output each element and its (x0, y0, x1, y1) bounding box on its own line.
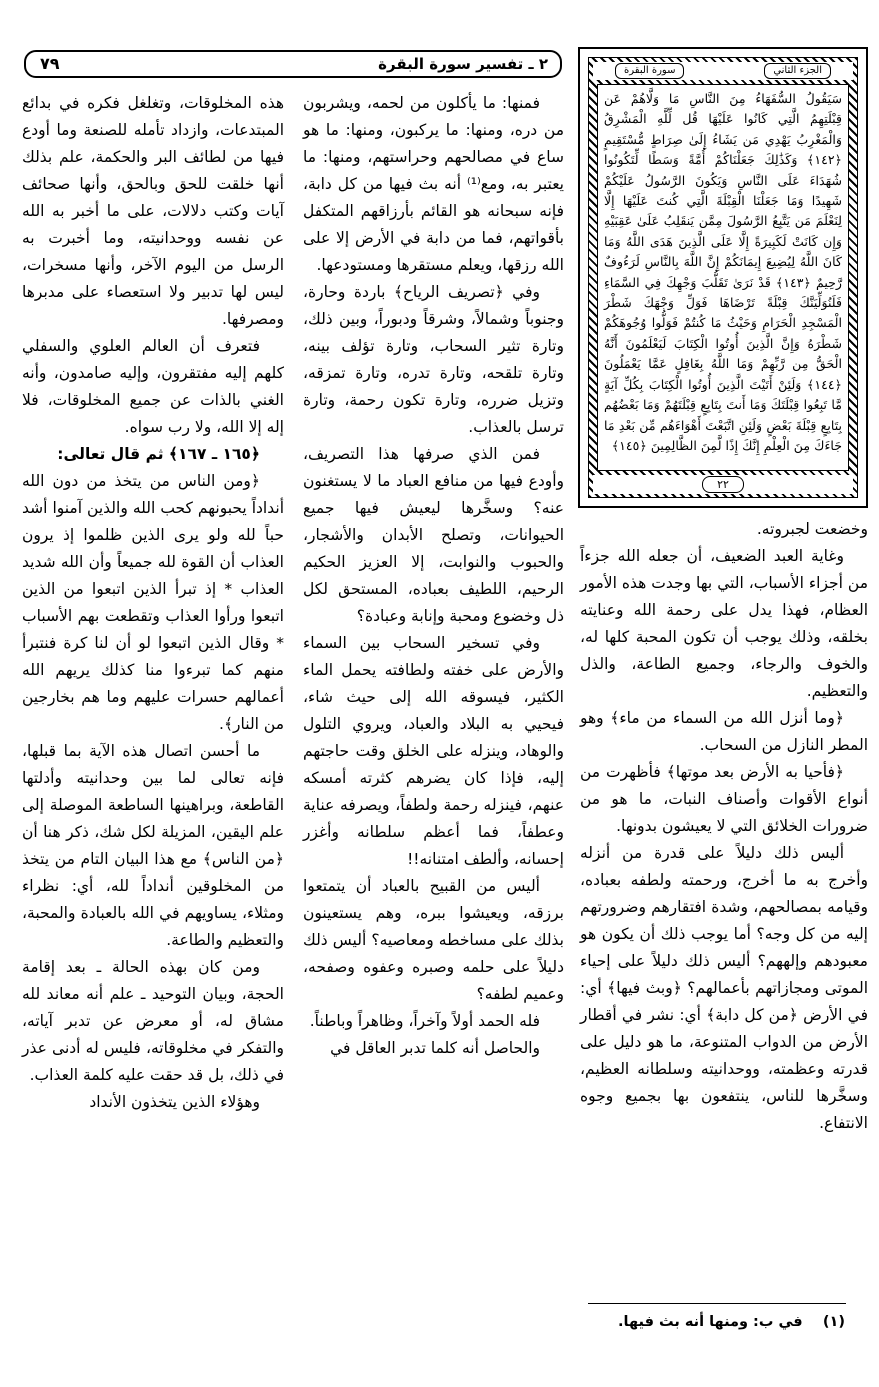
paragraph: ﴿وما أنزل الله من السماء من ماء﴾ وهو المطر النازل من السحاب. (580, 709, 868, 754)
footnote-rule (588, 1303, 846, 1304)
paragraph: فتعرف أن العالم العلوي والسفلي كلهم إليه مفتقرون، وإليه صامدون، وأنه الغني بالذات عن جميع المخلوقات، فلا إله إلا الله، ولا رب سواه. (22, 337, 284, 436)
mushaf-juz-label: الجزء الثاني (764, 63, 831, 79)
paragraph: ومن كان بهذه الحالة ـ بعد إقامة الحجة، وبيان التوحيد ـ علم أنه معاند لله مشاق له، أو معرض عن تدبر آياته، والتفكر في مخلوقاته، فليس له أدنى عذر في ذلك، بل قد حقت عليه كلمة العذاب. (22, 958, 284, 1084)
mushaf-panel (578, 47, 868, 508)
quoted-verses: ﴿ومن الناس من يتخذ من دون الله أنداداً يحبونهم كحب الله والذين آمنوا أشد حباً لله ولو يرى الذين ظلموا إذ يرون العذاب أن القوة لله جميعاً وأن الله شديد العذاب * إذ تبرأ الذين اتبعوا من الذين اتبعوا ورأوا العذاب وتقطعت بهم الأسباب * وقال الذين اتبعوا لو أن لنا كرة فنتبرأ منهم كما تبرءوا منا كذلك يريهم الله أعمالهم حسرات عليهم وما هم بخارجين من النار﴾. (22, 472, 284, 733)
ornamental-border (588, 57, 858, 498)
paragraph: وهؤلاء الذين يتخذون الأنداد (89, 1093, 260, 1111)
header-title: ٢ ـ تفسير سورة البقرة (378, 55, 548, 73)
middle-column (303, 90, 564, 1062)
paragraph: هذه المخلوقات، وتغلغل فكره في بدائع المبتدعات، وازداد تأمله للصنعة وما أودع فيها من لطائف البر والحكمة، علم بذلك أنها خلقت للحق وبالحق، وأنها صحائف آيات وكتب دلالات، على ما أخبر به الله عن نفسه ووحدانيته، وما أخبرت به الرسل من اليوم الآخر، وأنها مسخرات، ليس لها تدبير ولا استعصاء على مدبرها ومصرفها. (22, 94, 284, 328)
paragraph: وفي ﴿تصريف الرياح﴾ باردة وحارة، وجنوباً وشمالاً، وشرقاً ودبوراً، وبين ذلك، وتارة تثير السحاب، وتارة تؤلف بينه، وتارة تلقحه، وتارة تدره، وتارة تمزقه، وتزيل ضرره، وتارة تكون رحمة، وتارة ترسل بالعذاب. (303, 283, 564, 436)
footnote-marker: (١) (822, 1314, 845, 1330)
paragraph: أليس ذلك دليلاً على قدرة من أنزله وأخرج به ما أخرج، ورحمته ولطفه بعباده، وقيامه بمصالحهم، وشدة افتقارهم وضرورتهم إليه من كل وجه؟ أما يوجب ذلك أن يكون هو معبودهم وإلههم؟ أليس ذلك دليلاً على إحياء الموتى ومجازاتهم بأعمالهم؟ ﴿وبث فيها﴾ أي: في الأرض ﴿من كل دابة﴾ أي: نشر في أقطار الأرض من الدواب المتنوعة، ما هو دليل على قدرته وعظمته، ووحدانيته وسلطانه العظيم، وسخَّرها للناس، ينتفعون بها بجميع وجوه الانتفاع. (580, 844, 868, 1132)
paragraph: أليس من القبيح بالعباد أن يتمتعوا برزقه، ويعيشوا ببره، وهم يستعينون بذلك على مساخطه ومعاصيه؟ أليس ذلك دليلاً على حلمه وصبره وعفوه وصفحه، وعميم لطفه؟ (303, 877, 564, 1003)
mushaf-header (593, 62, 853, 80)
right-column (580, 516, 868, 1137)
mushaf-surah-label: سورة البقرة (615, 63, 684, 79)
paragraph: فله الحمد أولاً وآخراً، وظاهراً وباطناً. (309, 1012, 540, 1030)
paragraph: وفي تسخير السحاب بين السماء والأرض على خفته ولطافته يحمل الماء الكثير، فيسوقه الله إلى حيث شاء، فيحيي به البلاد والعباد، ويروي التلول والوهاد، وينزله على الخلق وقت حاجتهم إليه، فإذا كان يضرهم كثرته أمسكه عنهم، فينزله رحمة ولطفاً، ويصرفه عناية وعطفاً، فما أعظم سلطانه وأغزر إحسانه، وألطف امتنانه!! (303, 634, 564, 868)
footnote-text: في ب: ومنها أنه بث فيها. (618, 1314, 803, 1330)
mushaf-page-number: ٢٢ (702, 476, 744, 493)
paragraph: وغاية العبد الضعيف، أن جعله الله جزءاً من أجزاء الأسباب، التي بها وجدت هذه الأمور العظام، فهذا يدل على رحمة الله وعنايته بخلقه، وذلك يوجب أن تكون المحبة كلها له، والخوف والرجاء، وجميع الطاعة، والذل والتعظيم. (580, 547, 868, 700)
paragraph: فمن الذي صرفها هذا التصريف، وأودع فيها من منافع العباد ما لا يستغنون عنه؟ وسخَّرها ليعيش فيها جميع الحيوانات، وتصلح الأبدان والأشجار، والحبوب والنوابت، إلا العزيز الحكيم الرحيم، اللطيف بعباده، المستحق لكل ذل وخضوع ومحبة وإنابة وعبادة؟ (303, 445, 564, 625)
footnote (618, 1314, 845, 1330)
verse-range-heading: ﴿١٦٥ ـ ١٦٧﴾ ثم قال تعالى: (57, 445, 260, 463)
left-column (22, 90, 284, 1116)
mushaf-footer (593, 475, 853, 494)
mushaf-verses: سَيَقُولُ السُّفَهَاءُ مِنَ النَّاسِ مَا وَلَّاهُمْ عَن قِبْلَتِهِمُ الَّتِي كَانُوا عَلَيْهَا قُل لِّلَّهِ الْمَشْرِقُ وَالْمَغْرِبُ يَهْدِي مَن يَشَاءُ إِلَىٰ صِرَاطٍ مُّسْتَقِيمٍ ﴿١٤٢﴾ وَكَذَٰلِكَ جَعَلْنَاكُمْ أُمَّةً وَسَطًا لِّتَكُونُوا شُهَدَاءَ عَلَى النَّاسِ وَيَكُونَ الرَّسُولُ عَلَيْكُمْ شَهِيدًا وَمَا جَعَلْنَا الْقِبْلَةَ الَّتِي كُنتَ عَلَيْهَا إِلَّا لِنَعْلَمَ مَن يَتَّبِعُ الرَّسُولَ مِمَّن يَنقَلِبُ عَلَىٰ عَقِبَيْهِ وَإِن كَانَتْ لَكَبِيرَةً إِلَّا عَلَى الَّذِينَ هَدَى اللَّهُ وَمَا كَانَ اللَّهُ لِيُضِيعَ إِيمَانَكُمْ إِنَّ اللَّهَ بِالنَّاسِ لَرَءُوفٌ رَّحِيمٌ ﴿١٤٣﴾ قَدْ نَرَىٰ تَقَلُّبَ وَجْهِكَ فِي السَّمَاءِ فَلَنُوَلِّيَنَّكَ قِبْلَةً تَرْضَاهَا فَوَلِّ وَجْهَكَ شَطْرَ الْمَسْجِدِ الْحَرَامِ وَحَيْثُ مَا كُنتُمْ فَوَلُّوا وُجُوهَكُمْ شَطْرَهُ وَإِنَّ الَّذِينَ أُوتُوا الْكِتَابَ لَيَعْلَمُونَ أَنَّهُ الْحَقُّ مِن رَّبِّهِمْ وَمَا اللَّهُ بِغَافِلٍ عَمَّا يَعْمَلُونَ ﴿١٤٤﴾ وَلَئِنْ أَتَيْتَ الَّذِينَ أُوتُوا الْكِتَابَ بِكُلِّ آيَةٍ مَّا تَبِعُوا قِبْلَتَكَ وَمَا أَنتَ بِتَابِعٍ قِبْلَتَهُمْ وَمَا بَعْضُهُم بِتَابِعٍ قِبْلَةَ بَعْضٍ وَلَئِنِ اتَّبَعْتَ أَهْوَاءَهُم مِّن بَعْدِ مَا جَاءَكَ مِنَ الْعِلْمِ إِنَّكَ إِذًا لَّمِنَ الظَّالِمِينَ ﴿١٤٥﴾ (597, 84, 849, 471)
paragraph: فمنها: ما يأكلون من لحمه، ويشربون من دره، ومنها: ما يركبون، ومنها: ما هو ساع في مصالحهم وحراستهم، ومنها: ما يعتبر به، ومع⁽¹⁾ أنه بث فيها من كل دابة، فإنه سبحانه هو القائم بأرزاقهم المتكفل بأقواتهم، فما من دابة في الأرض إلا على الله رزقها، ويعلم مستقرها ومستودعها. (303, 94, 564, 274)
page-number: ٧٩ (40, 54, 60, 73)
running-header (24, 50, 562, 78)
paragraph: وخضعت لجبروته. (756, 520, 868, 538)
paragraph: ما أحسن اتصال هذه الآية بما قبلها، فإنه تعالى لما بين وحدانيته وأدلتها القاطعة، وبراهينها الساطعة الموصلة إلى علم اليقين، المزيلة لكل شك، ذكر هنا أن ﴿من الناس﴾ مع هذا البيان التام من يتخذ من المخلوقين أنداداً لله، أي: نظراء ومثلاء، يساويهم في الله بالعبادة والمحبة، والتعظيم والطاعة. (22, 742, 284, 949)
paragraph: ﴿فأحيا به الأرض بعد موتها﴾ فأظهرت من أنواع الأقوات وأصناف النبات، ما هو من ضرورات الخلائق التي لا يعيشون بدونها. (580, 763, 868, 835)
paragraph: والحاصل أنه كلما تدبر العاقل في (330, 1039, 540, 1057)
